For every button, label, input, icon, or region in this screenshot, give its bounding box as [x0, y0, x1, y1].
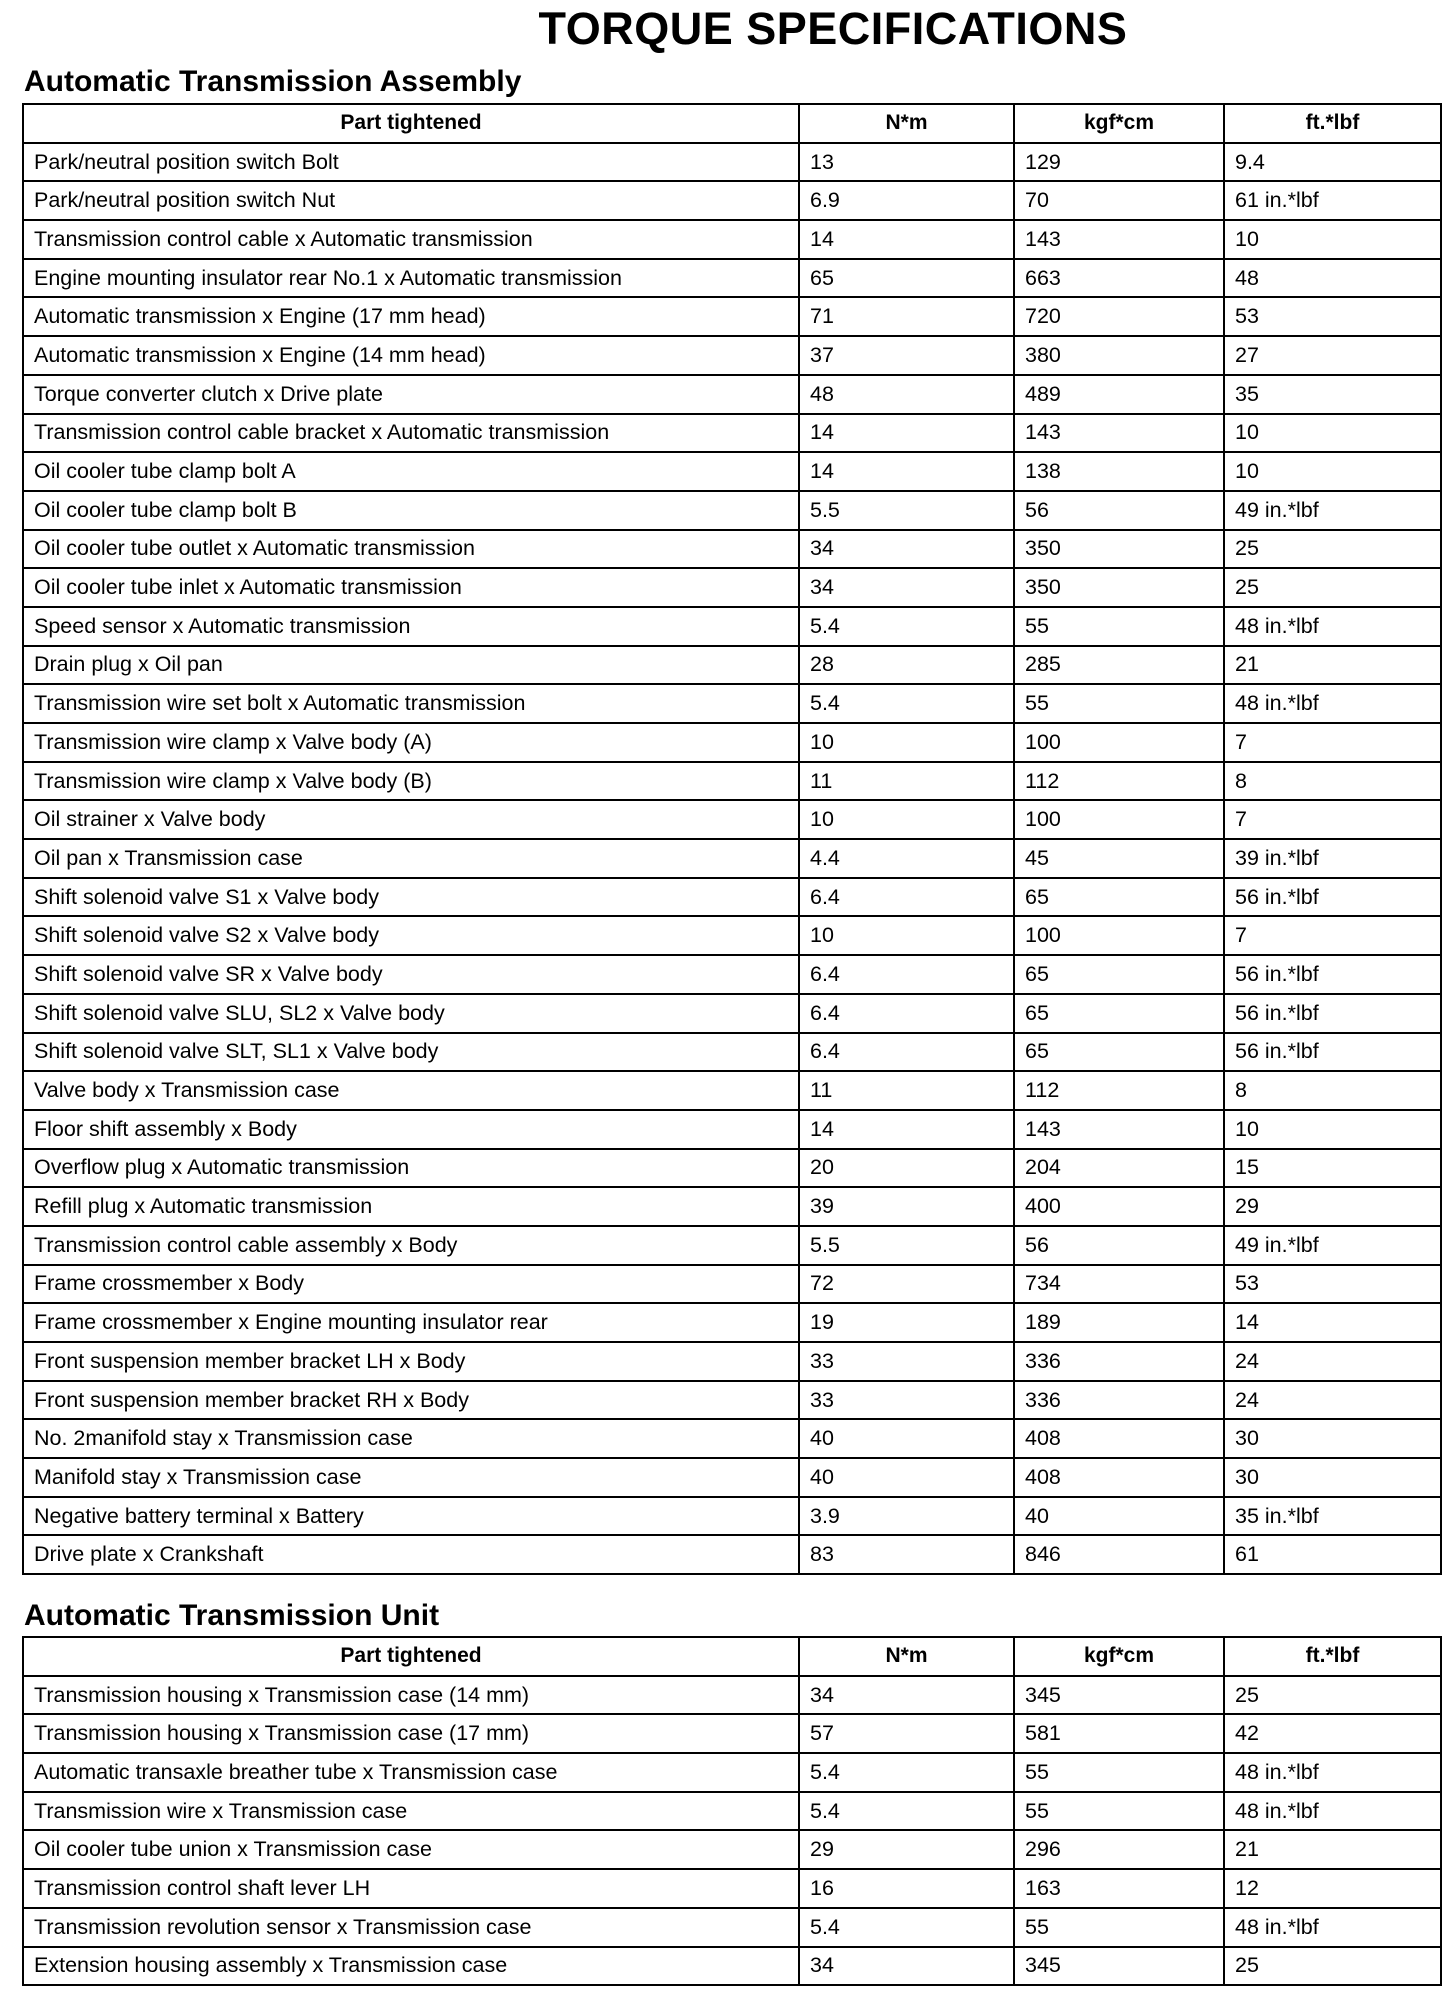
- cell-ftlbf: 24: [1224, 1381, 1441, 1420]
- cell-kgfcm: 65: [1014, 994, 1224, 1033]
- cell-ftlbf: 14: [1224, 1303, 1441, 1342]
- cell-part: Shift solenoid valve SR x Valve body: [23, 955, 799, 994]
- cell-kgfcm: 55: [1014, 1753, 1224, 1792]
- cell-nm: 6.9: [799, 181, 1014, 220]
- table-row: [23, 646, 1441, 685]
- column-header-part: Part tightened: [23, 1637, 799, 1676]
- cell-part: Oil cooler tube union x Transmission case: [23, 1830, 799, 1869]
- cell-part: Front suspension member bracket RH x Body: [23, 1381, 799, 1420]
- cell-nm: 65: [799, 259, 1014, 298]
- cell-kgfcm: 138: [1014, 452, 1224, 491]
- cell-part: Automatic transmission x Engine (17 mm head): [23, 297, 799, 336]
- cell-kgfcm: 296: [1014, 1830, 1224, 1869]
- cell-part: Transmission control cable assembly x Body: [23, 1226, 799, 1265]
- cell-kgfcm: 112: [1014, 1071, 1224, 1110]
- cell-nm: 29: [799, 1830, 1014, 1869]
- cell-ftlbf: 48 in.*lbf: [1224, 1908, 1441, 1947]
- cell-part: Floor shift assembly x Body: [23, 1110, 799, 1149]
- cell-ftlbf: 8: [1224, 1071, 1441, 1110]
- cell-ftlbf: 61: [1224, 1535, 1441, 1574]
- cell-kgfcm: 336: [1014, 1381, 1224, 1420]
- cell-nm: 33: [799, 1342, 1014, 1381]
- cell-part: Transmission control cable x Automatic transmission: [23, 220, 799, 259]
- cell-kgfcm: 100: [1014, 723, 1224, 762]
- cell-part: Drive plate x Crankshaft: [23, 1535, 799, 1574]
- table-row: [23, 568, 1441, 607]
- cell-ftlbf: 48 in.*lbf: [1224, 684, 1441, 723]
- table-row: [23, 259, 1441, 298]
- table-row: [23, 1676, 1441, 1715]
- cell-kgfcm: 55: [1014, 607, 1224, 646]
- cell-nm: 33: [799, 1381, 1014, 1420]
- cell-ftlbf: 49 in.*lbf: [1224, 491, 1441, 530]
- table-row: [23, 1265, 1441, 1304]
- cell-nm: 34: [799, 1947, 1014, 1986]
- table-row: [23, 723, 1441, 762]
- table-row: [23, 800, 1441, 839]
- cell-ftlbf: 24: [1224, 1342, 1441, 1381]
- table-row: [23, 1869, 1441, 1908]
- cell-ftlbf: 30: [1224, 1458, 1441, 1497]
- cell-nm: 5.4: [799, 1753, 1014, 1792]
- table-row: [23, 1149, 1441, 1188]
- table-row: [23, 1381, 1441, 1420]
- cell-nm: 40: [799, 1458, 1014, 1497]
- cell-part: Park/neutral position switch Bolt: [23, 143, 799, 182]
- cell-ftlbf: 48 in.*lbf: [1224, 1753, 1441, 1792]
- table-row: [23, 220, 1441, 259]
- cell-kgfcm: 380: [1014, 336, 1224, 375]
- cell-part: Manifold stay x Transmission case: [23, 1458, 799, 1497]
- cell-ftlbf: 10: [1224, 414, 1441, 453]
- table-row: [23, 1226, 1441, 1265]
- cell-kgfcm: 56: [1014, 1226, 1224, 1265]
- column-header-kgfcm: kgf*cm: [1014, 104, 1224, 143]
- cell-ftlbf: 10: [1224, 220, 1441, 259]
- cell-part: Oil cooler tube inlet x Automatic transmission: [23, 568, 799, 607]
- cell-nm: 14: [799, 414, 1014, 453]
- cell-ftlbf: 56 in.*lbf: [1224, 994, 1441, 1033]
- cell-kgfcm: 345: [1014, 1947, 1224, 1986]
- cell-nm: 5.5: [799, 491, 1014, 530]
- cell-nm: 37: [799, 336, 1014, 375]
- cell-nm: 10: [799, 916, 1014, 955]
- table-body-unit: [23, 1676, 1441, 1986]
- cell-ftlbf: 42: [1224, 1714, 1441, 1753]
- table-row: [23, 491, 1441, 530]
- cell-part: Transmission housing x Transmission case (17 mm): [23, 1714, 799, 1753]
- table-row: [23, 297, 1441, 336]
- cell-ftlbf: 35 in.*lbf: [1224, 1497, 1441, 1536]
- cell-part: Refill plug x Automatic transmission: [23, 1187, 799, 1226]
- cell-part: No. 2manifold stay x Transmission case: [23, 1419, 799, 1458]
- cell-ftlbf: 10: [1224, 452, 1441, 491]
- cell-kgfcm: 846: [1014, 1535, 1224, 1574]
- cell-kgfcm: 55: [1014, 1908, 1224, 1947]
- cell-nm: 6.4: [799, 1033, 1014, 1072]
- cell-part: Shift solenoid valve S2 x Valve body: [23, 916, 799, 955]
- cell-part: Oil strainer x Valve body: [23, 800, 799, 839]
- cell-kgfcm: 143: [1014, 414, 1224, 453]
- cell-ftlbf: 29: [1224, 1187, 1441, 1226]
- cell-kgfcm: 336: [1014, 1342, 1224, 1381]
- cell-nm: 4.4: [799, 839, 1014, 878]
- cell-kgfcm: 489: [1014, 375, 1224, 414]
- cell-ftlbf: 8: [1224, 762, 1441, 801]
- cell-ftlbf: 48 in.*lbf: [1224, 1792, 1441, 1831]
- column-header-kgfcm: kgf*cm: [1014, 1637, 1224, 1676]
- cell-nm: 5.4: [799, 684, 1014, 723]
- table-row: [23, 1535, 1441, 1574]
- cell-part: Engine mounting insulator rear No.1 x Automatic transmission: [23, 259, 799, 298]
- table-row: [23, 1419, 1441, 1458]
- cell-kgfcm: 70: [1014, 181, 1224, 220]
- cell-part: Transmission control shaft lever LH: [23, 1869, 799, 1908]
- cell-nm: 39: [799, 1187, 1014, 1226]
- column-header-nm: N*m: [799, 104, 1014, 143]
- cell-nm: 14: [799, 220, 1014, 259]
- cell-nm: 3.9: [799, 1497, 1014, 1536]
- cell-ftlbf: 15: [1224, 1149, 1441, 1188]
- cell-kgfcm: 100: [1014, 916, 1224, 955]
- cell-kgfcm: 129: [1014, 143, 1224, 182]
- cell-ftlbf: 25: [1224, 1947, 1441, 1986]
- cell-ftlbf: 7: [1224, 916, 1441, 955]
- cell-ftlbf: 56 in.*lbf: [1224, 955, 1441, 994]
- cell-part: Shift solenoid valve SLU, SL2 x Valve body: [23, 994, 799, 1033]
- cell-part: Torque converter clutch x Drive plate: [23, 375, 799, 414]
- column-header-part: Part tightened: [23, 104, 799, 143]
- table-row: [23, 1071, 1441, 1110]
- cell-ftlbf: 30: [1224, 1419, 1441, 1458]
- cell-nm: 57: [799, 1714, 1014, 1753]
- cell-kgfcm: 143: [1014, 1110, 1224, 1149]
- cell-ftlbf: 21: [1224, 646, 1441, 685]
- table-row: [23, 1497, 1441, 1536]
- cell-ftlbf: 27: [1224, 336, 1441, 375]
- cell-kgfcm: 40: [1014, 1497, 1224, 1536]
- section-title-unit: Automatic Transmission Unit: [24, 1599, 440, 1632]
- cell-nm: 14: [799, 452, 1014, 491]
- cell-nm: 10: [799, 800, 1014, 839]
- cell-ftlbf: 48 in.*lbf: [1224, 607, 1441, 646]
- table-row: [23, 336, 1441, 375]
- table-row: [23, 1303, 1441, 1342]
- cell-part: Drain plug x Oil pan: [23, 646, 799, 685]
- table-row: [23, 1830, 1441, 1869]
- cell-ftlbf: 12: [1224, 1869, 1441, 1908]
- cell-kgfcm: 720: [1014, 297, 1224, 336]
- cell-nm: 5.4: [799, 1792, 1014, 1831]
- table-row: [23, 530, 1441, 569]
- cell-ftlbf: 25: [1224, 1676, 1441, 1715]
- table-row: [23, 1947, 1441, 1986]
- cell-kgfcm: 143: [1014, 220, 1224, 259]
- cell-nm: 28: [799, 646, 1014, 685]
- cell-nm: 5.4: [799, 1908, 1014, 1947]
- table-row: [23, 143, 1441, 182]
- cell-ftlbf: 10: [1224, 1110, 1441, 1149]
- cell-kgfcm: 189: [1014, 1303, 1224, 1342]
- cell-nm: 16: [799, 1869, 1014, 1908]
- cell-ftlbf: 7: [1224, 800, 1441, 839]
- torque-table-assembly: [22, 103, 1442, 1575]
- cell-ftlbf: 7: [1224, 723, 1441, 762]
- cell-part: Park/neutral position switch Nut: [23, 181, 799, 220]
- cell-nm: 71: [799, 297, 1014, 336]
- cell-nm: 6.4: [799, 955, 1014, 994]
- cell-kgfcm: 112: [1014, 762, 1224, 801]
- cell-part: Overflow plug x Automatic transmission: [23, 1149, 799, 1188]
- cell-nm: 72: [799, 1265, 1014, 1304]
- cell-kgfcm: 400: [1014, 1187, 1224, 1226]
- torque-table-unit: [22, 1636, 1442, 1986]
- cell-part: Automatic transmission x Engine (14 mm head): [23, 336, 799, 375]
- table-header-row: [23, 104, 1441, 143]
- cell-nm: 19: [799, 1303, 1014, 1342]
- cell-nm: 34: [799, 568, 1014, 607]
- cell-part: Transmission wire clamp x Valve body (B): [23, 762, 799, 801]
- cell-kgfcm: 345: [1014, 1676, 1224, 1715]
- cell-kgfcm: 55: [1014, 1792, 1224, 1831]
- table-row: [23, 1342, 1441, 1381]
- table-row: [23, 878, 1441, 917]
- cell-part: Frame crossmember x Engine mounting insulator rear: [23, 1303, 799, 1342]
- table-row: [23, 1753, 1441, 1792]
- cell-kgfcm: 350: [1014, 568, 1224, 607]
- cell-part: Oil pan x Transmission case: [23, 839, 799, 878]
- cell-kgfcm: 65: [1014, 878, 1224, 917]
- table-body-assembly: [23, 143, 1441, 1574]
- cell-ftlbf: 25: [1224, 568, 1441, 607]
- cell-nm: 6.4: [799, 994, 1014, 1033]
- cell-part: Negative battery terminal x Battery: [23, 1497, 799, 1536]
- table-row: [23, 1187, 1441, 1226]
- table-row: [23, 1714, 1441, 1753]
- cell-part: Oil cooler tube clamp bolt A: [23, 452, 799, 491]
- cell-kgfcm: 408: [1014, 1419, 1224, 1458]
- column-header-nm: N*m: [799, 1637, 1014, 1676]
- cell-part: Valve body x Transmission case: [23, 1071, 799, 1110]
- cell-ftlbf: 61 in.*lbf: [1224, 181, 1441, 220]
- cell-kgfcm: 45: [1014, 839, 1224, 878]
- table-row: [23, 414, 1441, 453]
- table-row: [23, 607, 1441, 646]
- cell-nm: 40: [799, 1419, 1014, 1458]
- cell-part: Transmission control cable bracket x Automatic transmission: [23, 414, 799, 453]
- cell-kgfcm: 55: [1014, 684, 1224, 723]
- cell-kgfcm: 663: [1014, 259, 1224, 298]
- table-row: [23, 1458, 1441, 1497]
- column-header-ftlbf: ft.*lbf: [1224, 104, 1441, 143]
- cell-kgfcm: 56: [1014, 491, 1224, 530]
- cell-ftlbf: 35: [1224, 375, 1441, 414]
- cell-kgfcm: 65: [1014, 955, 1224, 994]
- cell-part: Oil cooler tube outlet x Automatic transmission: [23, 530, 799, 569]
- cell-part: Automatic transaxle breather tube x Transmission case: [23, 1753, 799, 1792]
- table-header-row: [23, 1637, 1441, 1676]
- table-row: [23, 684, 1441, 723]
- cell-ftlbf: 25: [1224, 530, 1441, 569]
- cell-kgfcm: 734: [1014, 1265, 1224, 1304]
- table-row: [23, 181, 1441, 220]
- cell-kgfcm: 163: [1014, 1869, 1224, 1908]
- cell-nm: 83: [799, 1535, 1014, 1574]
- cell-part: Speed sensor x Automatic transmission: [23, 607, 799, 646]
- cell-nm: 48: [799, 375, 1014, 414]
- cell-nm: 20: [799, 1149, 1014, 1188]
- cell-part: Transmission wire set bolt x Automatic transmission: [23, 684, 799, 723]
- page-title: TORQUE SPECIFICATIONS: [538, 3, 1128, 54]
- cell-nm: 5.5: [799, 1226, 1014, 1265]
- cell-part: Transmission revolution sensor x Transmission case: [23, 1908, 799, 1947]
- cell-part: Oil cooler tube clamp bolt B: [23, 491, 799, 530]
- cell-ftlbf: 39 in.*lbf: [1224, 839, 1441, 878]
- cell-part: Shift solenoid valve SLT, SL1 x Valve body: [23, 1033, 799, 1072]
- cell-nm: 11: [799, 762, 1014, 801]
- table-row: [23, 1110, 1441, 1149]
- cell-kgfcm: 581: [1014, 1714, 1224, 1753]
- table-row: [23, 1792, 1441, 1831]
- cell-part: Extension housing assembly x Transmission case: [23, 1947, 799, 1986]
- cell-nm: 5.4: [799, 607, 1014, 646]
- cell-ftlbf: 53: [1224, 1265, 1441, 1304]
- table-row: [23, 375, 1441, 414]
- table-row: [23, 1908, 1441, 1947]
- cell-ftlbf: 56 in.*lbf: [1224, 1033, 1441, 1072]
- cell-nm: 13: [799, 143, 1014, 182]
- cell-part: Transmission housing x Transmission case (14 mm): [23, 1676, 799, 1715]
- cell-ftlbf: 48: [1224, 259, 1441, 298]
- table-row: [23, 916, 1441, 955]
- cell-kgfcm: 100: [1014, 800, 1224, 839]
- cell-ftlbf: 49 in.*lbf: [1224, 1226, 1441, 1265]
- section-title-assembly: Automatic Transmission Assembly: [24, 65, 522, 98]
- table-row: [23, 839, 1441, 878]
- cell-kgfcm: 408: [1014, 1458, 1224, 1497]
- cell-part: Shift solenoid valve S1 x Valve body: [23, 878, 799, 917]
- cell-kgfcm: 65: [1014, 1033, 1224, 1072]
- table-row: [23, 452, 1441, 491]
- table-row: [23, 762, 1441, 801]
- cell-kgfcm: 285: [1014, 646, 1224, 685]
- table-row: [23, 955, 1441, 994]
- cell-nm: 14: [799, 1110, 1014, 1149]
- cell-part: Transmission wire clamp x Valve body (A): [23, 723, 799, 762]
- cell-ftlbf: 9.4: [1224, 143, 1441, 182]
- cell-part: Transmission wire x Transmission case: [23, 1792, 799, 1831]
- cell-kgfcm: 204: [1014, 1149, 1224, 1188]
- cell-part: Frame crossmember x Body: [23, 1265, 799, 1304]
- cell-nm: 34: [799, 1676, 1014, 1715]
- cell-nm: 11: [799, 1071, 1014, 1110]
- cell-ftlbf: 21: [1224, 1830, 1441, 1869]
- cell-ftlbf: 53: [1224, 297, 1441, 336]
- cell-nm: 6.4: [799, 878, 1014, 917]
- cell-part: Front suspension member bracket LH x Body: [23, 1342, 799, 1381]
- cell-nm: 34: [799, 530, 1014, 569]
- table-row: [23, 1033, 1441, 1072]
- table-row: [23, 994, 1441, 1033]
- cell-ftlbf: 56 in.*lbf: [1224, 878, 1441, 917]
- column-header-ftlbf: ft.*lbf: [1224, 1637, 1441, 1676]
- cell-kgfcm: 350: [1014, 530, 1224, 569]
- cell-nm: 10: [799, 723, 1014, 762]
